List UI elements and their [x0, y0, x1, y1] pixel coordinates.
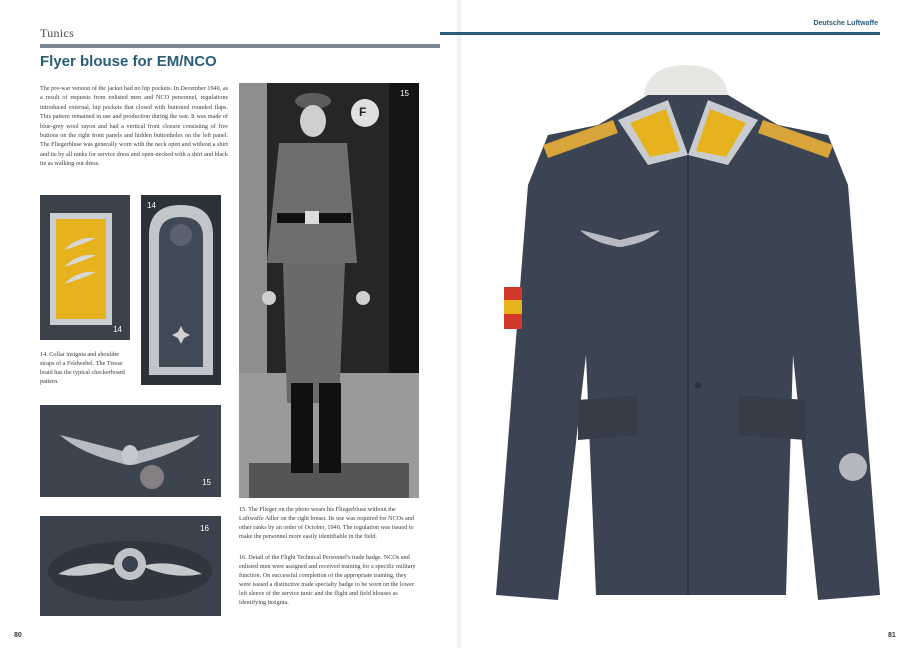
photo-flyer-blouse	[488, 55, 890, 615]
figure-number-15a: 15	[202, 478, 211, 487]
figure-number-15b: 15	[400, 89, 409, 98]
figure-number-14a: 14	[113, 325, 122, 334]
caption-16: 16. Detail of the Flight Technical Personnel's trade badge. NCOs and enlisted men were assigned and received training for a specific military function. On successful completion of the appropriate training, they were issued a distinctive trade specialty badge to be worn on the lower left sleeve of the service tunic and the flight and field blouses as identifying insignia.	[239, 554, 416, 606]
door-letter: F	[359, 105, 367, 119]
page-number-right: 81	[888, 632, 896, 639]
photo-shoulder-strap	[141, 195, 221, 385]
figure-number-14b: 14	[147, 201, 156, 210]
photo-soldier	[239, 83, 419, 498]
photo-collar-insignia	[40, 195, 130, 340]
header-rule-right	[440, 32, 880, 35]
page-fold	[455, 0, 463, 648]
page-number-left: 80	[14, 632, 22, 639]
flyer-blouse-illustration	[488, 55, 890, 615]
shoulder-strap-illustration	[141, 195, 221, 385]
figure-number-16: 16	[200, 524, 209, 533]
publisher-label: Deutsche Luftwaffe	[813, 20, 878, 27]
trade-badge-illustration	[40, 516, 221, 616]
photo-trade-badge	[40, 516, 221, 616]
photo-breast-eagle	[40, 405, 221, 497]
caption-15: 15. The Flieger on the photo wears his Fliegerbluse without the Luftwaffe Adler on the right breast. Its use was required for NCOs and other ranks by an order of October, 1940. The regulation was issued to make the personnel more easily identifiable in the field.	[239, 506, 414, 540]
eagle-illustration	[40, 405, 221, 497]
soldier-illustration	[239, 83, 419, 498]
page-heading: Flyer blouse for EM/NCO	[40, 53, 217, 70]
body-paragraph: The pre-war version of the jacket had no hip pockets. In December 1940, as a result of requests from enlisted men and NCO personnel, regulations introduced external, hip pockets that closed with buttoned rounded flaps. This pattern remained in use and production during the war. It was made of blue-grey wool rayon and had a vertical front closure consisting of five buttons on the right front panels and hidden buttonholes on the left panel. The Fliegerbluse was generally worn with the neck open and without a shirt and tie by all ranks for service dress and open-necked with a shirt and black tie as walking out dress.	[40, 85, 228, 168]
caption-14: 14. Collar insignia and shoulder straps of a Feldwebel. The Tresse braid has the typical checkerboard pattern.	[40, 351, 125, 385]
section-title: Tunics	[40, 26, 75, 40]
header-rule-left	[40, 44, 440, 48]
collar-patch-illustration	[40, 195, 130, 340]
